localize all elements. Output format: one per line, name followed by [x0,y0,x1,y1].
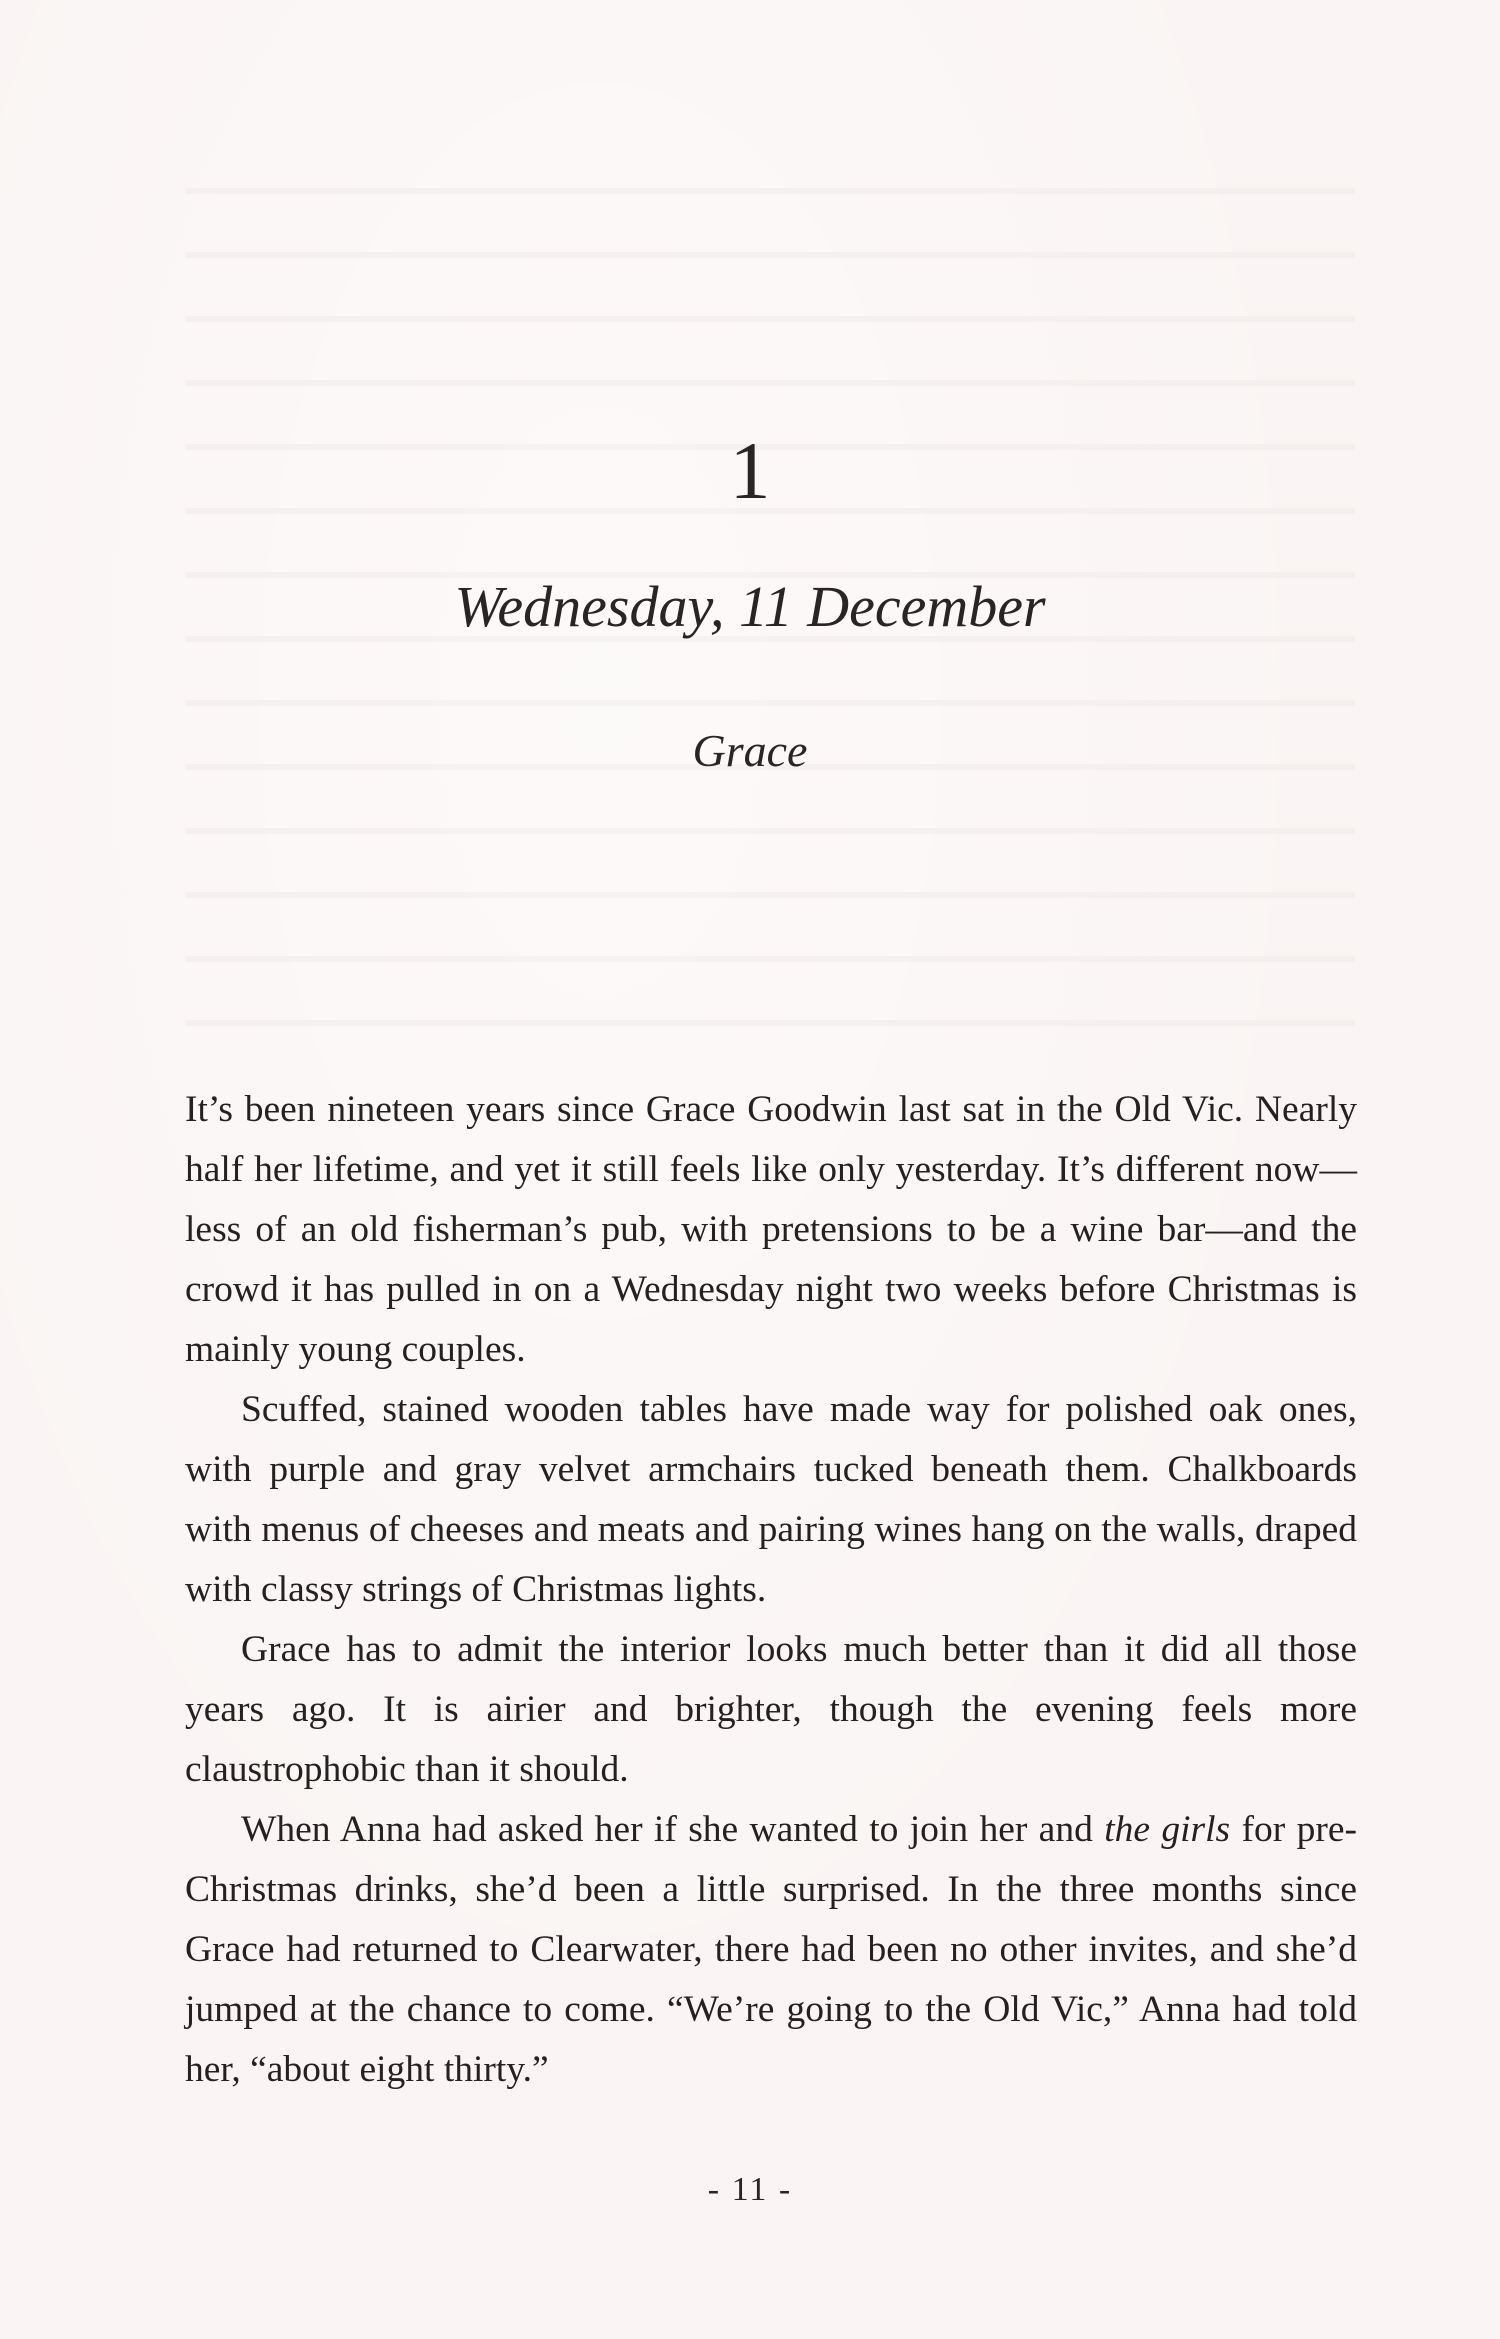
italic-emphasis: the girls [1104,1809,1231,1850]
paragraph [185,1800,1357,2100]
paragraph: Grace has to admit the interior looks much better than it did all those years ago. It is airier and brighter, though the evening feels more claustrophobic than it should. [185,1629,1357,1790]
bleed-through-line [185,956,1355,962]
paragraph-text: for pre-Christmas drinks, she’d been a little surprised. In the three months since Grace had returned to Clearwater, there had been no other invites, and she’d jumped at the chance to come. “We’re going to the Old Vic,” Anna had told her, “about eight thirty.” [185,1809,1357,2090]
chapter-date-heading: Wednesday, 11 December [454,574,1046,639]
chapter-narrator-heading: Grace [692,725,808,776]
paragraph: Scuffed, stained wooden tables have made way for polished oak ones, with purple and gray velvet armchairs tucked beneath them. Chalkboards with menus of cheeses and meats and pairing wines hang on the walls, draped with classy strings of Christmas lights. [185,1389,1357,1610]
bleed-through-line [185,252,1355,258]
bleed-through-line [185,188,1355,194]
bleed-through-line [185,316,1355,322]
bleed-through-line [185,1020,1355,1026]
bleed-through-line [185,828,1355,834]
chapter-body-text [185,1080,1357,2100]
paragraph: It’s been nineteen years since Grace Goodwin last sat in the Old Vic. Nearly half her lifetime, and yet it still feels like only yesterday. It’s different now—less of an old fisherman’s pub, with pretensions to be a wine bar—and the crowd it has pulled in on a Wednesday night two weeks before Christmas is mainly young couples. [185,1089,1357,1370]
paragraph-text: When Anna had asked her if she wanted to join her and [241,1809,1105,1850]
bleed-through-line [185,700,1355,706]
chapter-number: 1 [729,425,771,516]
bleed-through-line [185,892,1355,898]
page-number: - 11 - [707,2171,793,2208]
bleed-through-line [185,380,1355,386]
